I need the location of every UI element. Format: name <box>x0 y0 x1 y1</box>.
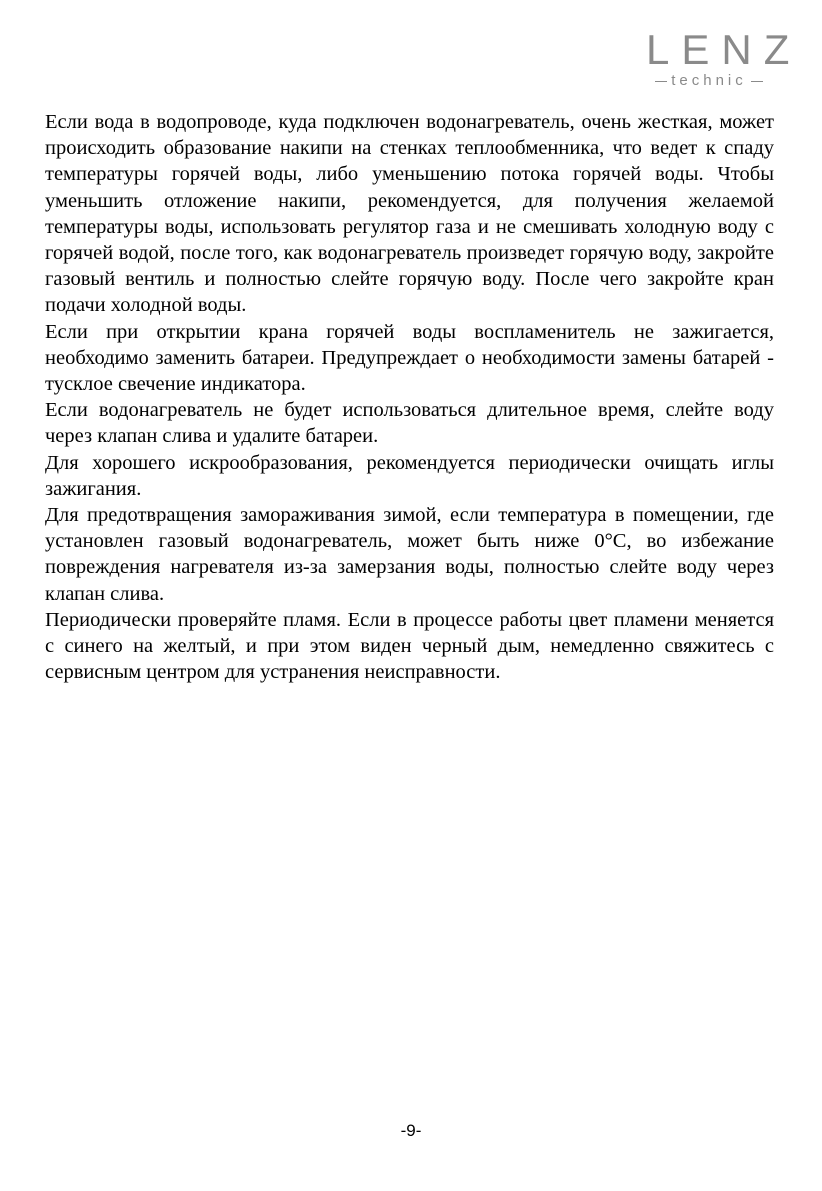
body-text <box>45 109 774 685</box>
brand-logo <box>634 26 802 90</box>
paragraph-freezing: Для предотвращения замораживания зимой, если температура в помещении, где установлен газовый водонагреватель, может быть ниже 0°C, во избежание повреждения нагревателя из-за замерзания воды, полностью слейте воду через клапан слива. <box>45 504 774 605</box>
logo-subtitle-text: technic <box>671 72 747 89</box>
logo-dash-right <box>751 81 763 82</box>
paragraph-scale: Если вода в водопроводе, куда подключен водонагреватель, очень жесткая, может происходить образование накипи на стенках теплообменника, что ведет к спаду температуры горячей воды, либо уменьшению потока горячей воды. Чтобы уменьшить отложение накипи, рекомендуется, для получения желаемой температуры воды, использовать регулятор газа и не смешивать холодную воду с горячей водой, после того, как водонагреватель произведет горячую воду, закройте газовый вентиль и полностью слейте горячую воду. После чего закройте кран подачи холодной воды. <box>45 111 774 317</box>
paragraph-long-idle: Если водонагреватель не будет использоваться длительное время, слейте воду через клапан слива и удалите батареи. <box>45 399 774 448</box>
logo-wordmark: LENZ <box>646 26 802 73</box>
logo-subtitle <box>634 72 784 90</box>
paragraph-ignition-needles: Для хорошего искрообразования, рекомендуется периодически очищать иглы зажигания. <box>45 451 774 500</box>
page-number: -9- <box>400 1121 422 1140</box>
paragraph-batteries: Если при открытии крана горячей воды воспламенитель не зажигается, необходимо заменить батареи. Предупреждает о необходимости замены батарей - тусклое свечение индикатора. <box>45 320 774 396</box>
logo-dash-left <box>655 81 667 82</box>
paragraph-flame-check: Периодически проверяйте пламя. Если в процессе работы цвет пламени меняется с синего на желтый, и при этом виден черный дым, немедленно свяжитесь с сервисным центром для устранения неисправности. <box>45 608 774 684</box>
